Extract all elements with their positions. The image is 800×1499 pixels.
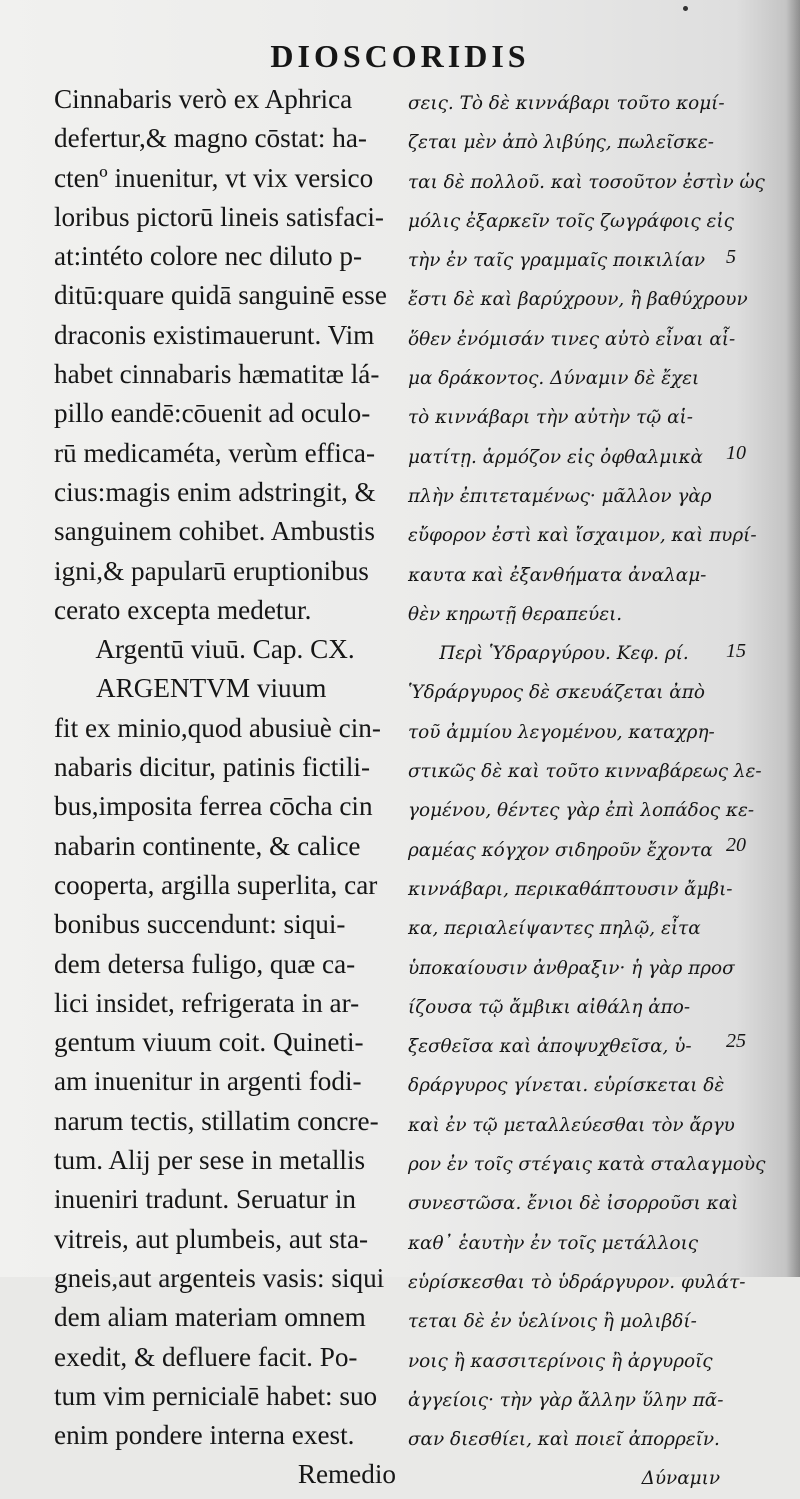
latin-text-line: dem aliam materiam omnem [54, 1302, 366, 1333]
greek-text-line: στικῶς δὲ καὶ τοῦτο κινναβάρεως λε- [408, 761, 762, 783]
latin-text-line: narum tectis, stillatim concre- [54, 1105, 379, 1136]
latin-text-line: habet cinnabaris hæmatitæ lá- [54, 359, 380, 390]
latin-text-line: cerato excepta medetur. [54, 594, 312, 625]
latin-text-line: ARGENTVM viuum [96, 673, 327, 704]
latin-text-line: gentum viuum coit. Quineti- [54, 1027, 364, 1058]
latin-text-line: rū medicaméta, verùm effica- [54, 437, 376, 468]
margin-line-number: 10 [726, 442, 746, 464]
greek-text-line: σαν διεσθίει, καὶ ποιεῖ ἀπορρεῖν. [408, 1429, 720, 1451]
latin-text-line: Argentū viuū. Cap. CX. [95, 634, 355, 665]
latin-text-line: nabaris dicitur, patinis fictili- [54, 752, 371, 783]
latin-text-line: Cinnabaris verò ex Aphrica [54, 84, 353, 114]
margin-line-number: 25 [726, 1030, 746, 1052]
greek-text-line: τὸ κιννάβαρι τὴν αὐτὴν τῷ αἱ- [408, 407, 693, 429]
latin-text-line: ctenº inuenitur, vt vix versico [54, 162, 374, 193]
greek-text-line: ξεσθεῖσα καὶ ἀποψυχθεῖσα, ὑ- [408, 1036, 692, 1058]
latin-column [54, 80, 396, 1495]
latin-text-line: cooperta, argilla superlita, car [54, 869, 378, 900]
greek-text-line: μόλις ἐξαρκεῖν τοῖς ζωγράφοις εἰς [408, 210, 734, 232]
margin-line-number: 20 [726, 834, 746, 856]
latin-text-line: am inuenitur in argenti fodi- [54, 1066, 362, 1097]
greek-text-line: θὲν κηρωτῇ θεραπεύει. [408, 603, 623, 625]
latin-text-line: ditū:quare quidā sanguinē esse [54, 280, 387, 311]
latin-text-line: fit ex minio,quod abusiuè cin- [54, 712, 381, 743]
latin-text-line: draconis existimauerunt. Vim [54, 319, 375, 350]
latin-text-line: bus,imposita ferrea cōcha cin [54, 791, 373, 822]
greek-text-line: καυτα καὶ ἐξανθήματα ἀναλαμ- [408, 564, 707, 586]
latin-text-line: inueniri tradunt. Seruatur in [54, 1184, 357, 1215]
latin-text-line: vitreis, aut plumbeis, aut sta- [54, 1223, 369, 1254]
greek-text-line: μα δράκοντος. Δύναμιν δὲ ἔχει [408, 368, 700, 390]
latin-text-line: exedit, & defluere facit. Po- [54, 1341, 358, 1372]
greek-text-line: ται δὲ πολλοῦ. καὶ τοσοῦτον ἐστὶν ὡς [408, 171, 765, 193]
greek-text-line: γομένου, θέντες γὰρ ἐπὶ λοπάδος κε- [408, 800, 755, 822]
latin-text-line: pillo eandē:cōuenit ad oculo- [54, 398, 371, 429]
latin-text-line: defertur,& magno cōstat: ha- [54, 123, 367, 154]
greek-text-line: πλὴν ἐπιτεταμένως· μᾶλλον γὰρ [408, 485, 712, 507]
greek-text-line: τὴν ἐν ταῖς γραμμαῖς ποικιλίαν [408, 250, 706, 272]
latin-text-line: lici insidet, refrigerata in ar- [54, 987, 360, 1018]
latin-text-line: enim pondere interna exest. [54, 1420, 355, 1451]
greek-text-line: ματίτῃ. ἁρμόζον εἰς ὀφθαλμικὰ [408, 446, 703, 468]
greek-text-line: τοῦ ἀμμίου λεγομένου, καταχρη- [408, 721, 715, 743]
latin-text-line: tum. Alij per sese in metallis [54, 1145, 366, 1176]
greek-text-line: δράργυρος γίνεται. εὑρίσκεται δὲ [408, 1075, 725, 1097]
latin-text-line: sanguinem cohibet. Ambustis [54, 516, 375, 547]
greek-text-line: ραμέας κόγχον σιδηροῦν ἔχοντα [408, 839, 713, 861]
greek-text-line: ρον ἐν τοῖς στέγαις κατὰ σταλαγμοὺς [408, 1154, 766, 1176]
greek-text-line: ὑποκαίουσιν ἀνθραξιν· ἡ γὰρ προσ [408, 957, 735, 979]
latin-text-line: gneis,aut argenteis vasis: siqui [54, 1262, 385, 1293]
greek-text-line: εὑρίσκεσθαι τὸ ὑδράργυρον. φυλάτ- [408, 1271, 746, 1293]
margin-line-number: 15 [726, 640, 746, 662]
greek-text-line: καὶ ἐν τῷ μεταλλεύεσθαι τὸν ἄργυ [408, 1114, 735, 1136]
greek-text-line: κιννάβαρι, περικαθάπτουσιν ἄμβι- [408, 878, 733, 900]
greek-text-line: ζεται μὲν ἀπὸ λιβύης, πωλεῖσκε- [408, 132, 714, 154]
greek-text-line: τεται δὲ ἐν ὑελίνοις ἢ μολιβδί- [408, 1311, 697, 1333]
latin-text-line: bonibus succendunt: siqui- [54, 909, 346, 940]
greek-text-line: ἀγγείοις· τὴν γὰρ ἄλλην ὕλην πᾶ- [408, 1389, 724, 1411]
latin-text-line: dem detersa fuligo, quæ ca- [54, 948, 356, 979]
latin-text-line: Remedio [297, 1459, 396, 1490]
greek-text-line: ὅθεν ἐνόμισάν τινες αὐτὸ εἶναι αἷ- [408, 328, 736, 350]
greek-text-line: εὔφορον ἐστὶ καὶ ἴσχαιμον, καὶ πυρί- [408, 525, 757, 547]
latin-text-line: nabarin continente, & calice [54, 830, 361, 861]
greek-text-line: Δύναμιν [641, 1468, 720, 1490]
greek-text-line: Ὑδράργυρος δὲ σκευάζεται ἀπὸ [408, 682, 705, 704]
greek-text-line: ίζουσα τῷ ἄμβικι αἰθάλη ἀπο- [408, 996, 691, 1018]
greek-text-line: κα, περιαλείψαντες πηλῷ, εἶτα [408, 918, 701, 940]
margin-line-number: 5 [726, 246, 736, 268]
running-head: DIOSCORIDIS [270, 38, 530, 74]
greek-text-line: νοις ἢ κασσιτερίνοις ἢ ἀργυροῖς [408, 1350, 713, 1372]
greek-text-line: σεις. Τὸ δὲ κιννάβαρι τοῦτο κομί- [408, 93, 725, 114]
greek-text-line: ἔστι δὲ καὶ βαρύχρουν, ἢ βαθύχρουν [408, 289, 748, 311]
ink-speck [683, 6, 688, 11]
greek-text-line: συνεστῶσα. ἔνιοι δὲ ἰσορροῦσι καὶ [408, 1193, 739, 1215]
greek-text-line: καθ᾽ ἑαυτὴν ἐν τοῖς μετάλλοις [408, 1232, 699, 1254]
latin-text-line: tum vim pernicialē habet: suo [54, 1380, 378, 1411]
greek-text-line: Περὶ Ὑδραργύρου. Κεφ. ρί. [439, 643, 689, 665]
latin-text-line: loribus pictorū lineis satisfaci- [54, 201, 384, 232]
latin-text-line: cius:magis enim adstringit, & [54, 476, 376, 507]
latin-text-line: at:intéto colore nec diluto p- [54, 241, 363, 272]
latin-text-line: igni,& papularū eruptionibus [54, 555, 369, 586]
